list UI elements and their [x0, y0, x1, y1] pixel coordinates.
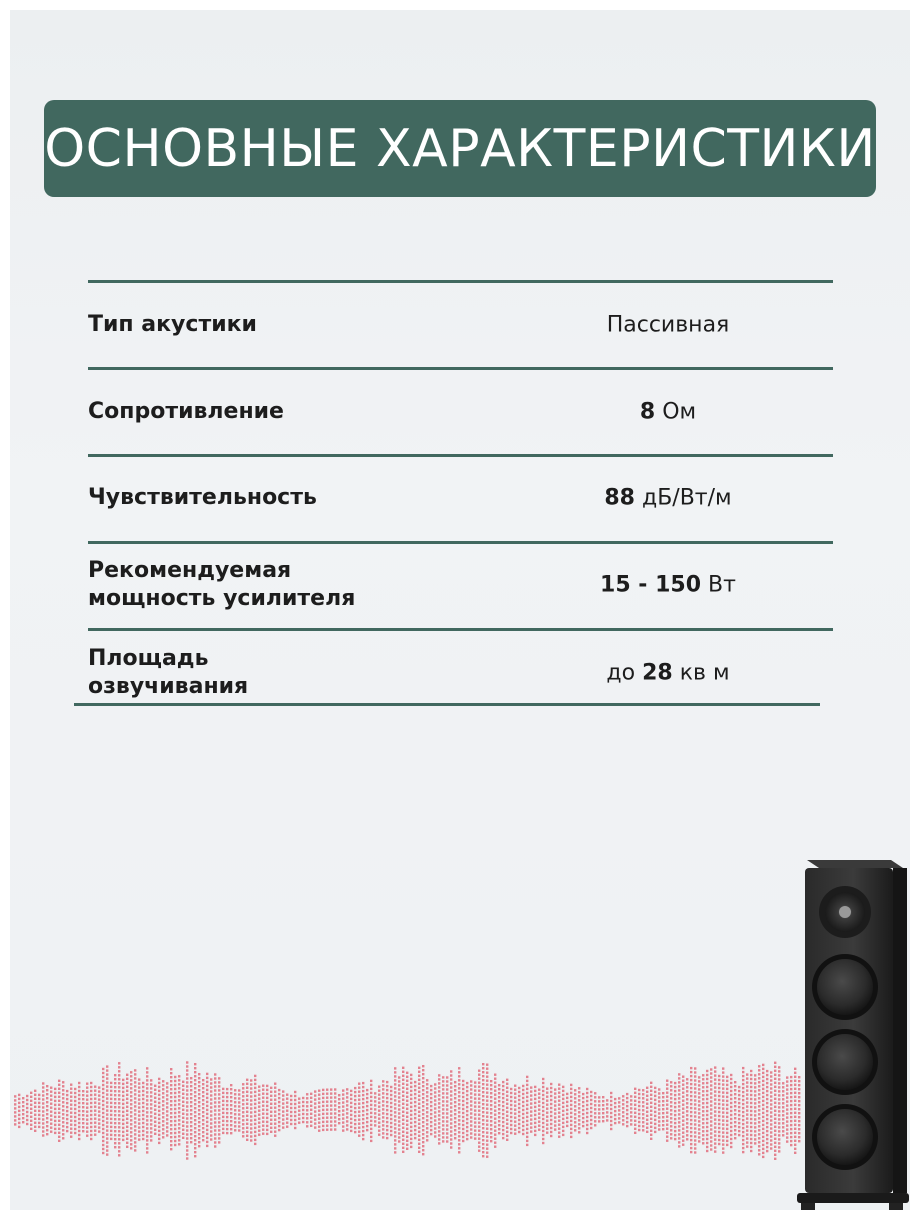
spec-value-unit: кв м	[679, 660, 730, 686]
spec-value	[488, 661, 848, 686]
spec-value-unit: дБ/Вт/м	[641, 485, 732, 511]
spec-label	[88, 645, 418, 701]
spec-label-line: Рекомендуемая	[88, 558, 292, 583]
spec-divider	[88, 628, 833, 631]
spec-row-impedance	[88, 382, 848, 442]
sound-waveform-image	[10, 1050, 910, 1180]
spec-value-number: 88	[604, 485, 635, 511]
speaker-image	[793, 850, 910, 1210]
spec-label-line: озвучивания	[88, 674, 249, 699]
spec-value-unit: Ом	[662, 399, 697, 425]
spec-row-acoustic-type	[88, 295, 848, 355]
spec-value-number: 8	[639, 399, 656, 425]
waveform-bars	[14, 1061, 800, 1160]
spec-divider	[88, 541, 833, 544]
spec-value-prefix: до	[606, 660, 636, 686]
spec-row-coverage-area	[88, 643, 848, 703]
title-banner	[44, 100, 876, 197]
spec-label: Тип акустики	[88, 312, 257, 337]
spec-label: Сопротивление	[88, 399, 284, 424]
spec-label: Чувствительность	[88, 485, 317, 510]
spec-label-line: Площадь	[88, 646, 209, 671]
page-title: ОСНОВНЫЕ ХАРАКТЕРИСТИКИ	[44, 118, 876, 179]
spec-value-number: 28	[642, 660, 673, 686]
spec-value: Пассивная	[606, 312, 730, 338]
spec-value	[488, 486, 848, 511]
spec-divider	[88, 367, 833, 370]
product-spec-card	[10, 10, 910, 1210]
spec-divider	[74, 703, 820, 706]
spec-label	[88, 557, 418, 613]
spec-value-number: 15 - 150	[600, 572, 702, 598]
spec-row-amplifier-power	[88, 555, 848, 615]
spec-divider	[88, 454, 833, 457]
spec-label-line: мощность усилителя	[88, 586, 356, 611]
spec-row-sensitivity	[88, 468, 848, 528]
spec-value	[488, 573, 848, 598]
spec-value	[488, 400, 848, 425]
spec-divider	[88, 280, 833, 283]
spec-value-unit: Вт	[708, 572, 736, 598]
